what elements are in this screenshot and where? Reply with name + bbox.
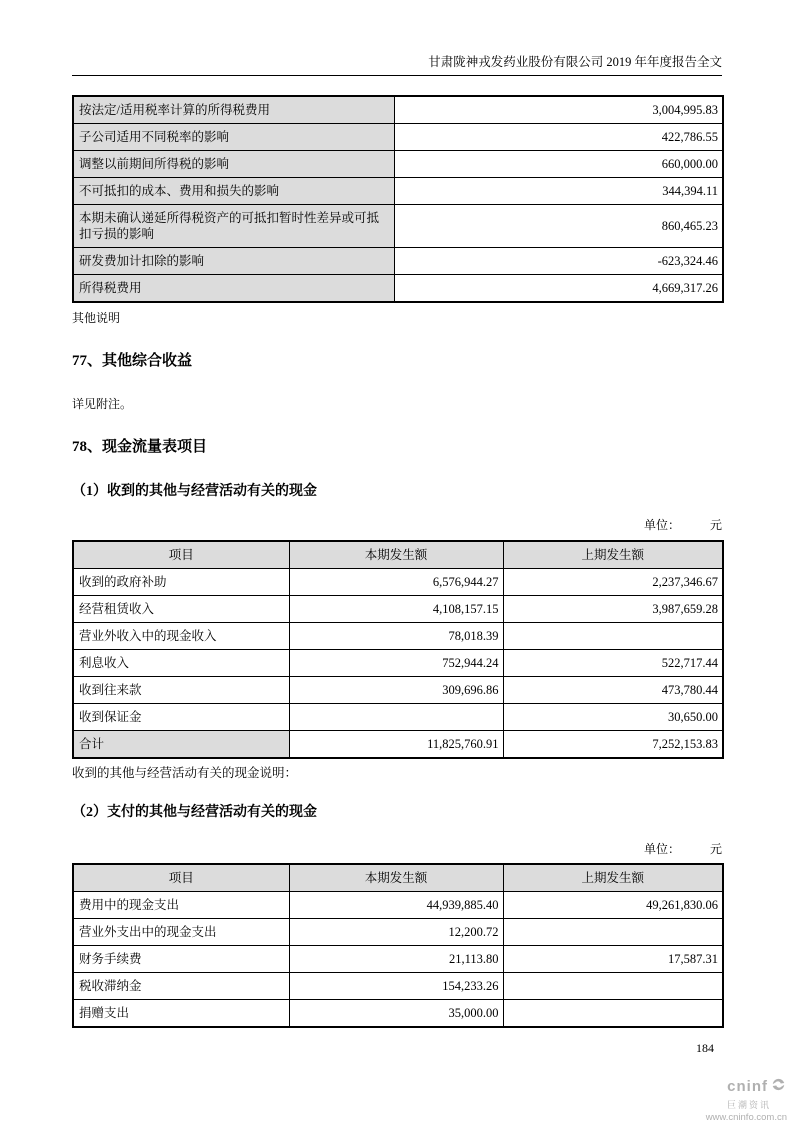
section-77-body: 详见附注。	[72, 397, 133, 411]
document-header-title: 甘肃陇神戎发药业股份有限公司 2019 年年度报告全文	[72, 54, 722, 76]
cninfo-pinwheel-icon	[770, 1076, 787, 1097]
column-header: 项目	[73, 864, 289, 892]
other-note-label: 其他说明	[72, 311, 121, 325]
row-prior-value	[503, 973, 723, 1000]
row-current-value: 752,944.24	[289, 650, 503, 677]
row-current-value: 21,113.80	[289, 946, 503, 973]
received-cash-table	[72, 540, 724, 759]
page-content	[72, 0, 722, 1028]
row-current-value: 12,200.72	[289, 919, 503, 946]
table-row	[73, 892, 723, 919]
row-label: 收到保证金	[73, 704, 289, 731]
table-row	[73, 248, 723, 275]
row-label: 营业外收入中的现金收入	[73, 623, 289, 650]
row-value: 4,669,317.26	[394, 275, 723, 303]
cninfo-logo-url: www.cninfo.com.cn	[705, 1112, 787, 1122]
table-row	[73, 677, 723, 704]
row-value: 344,394.11	[394, 178, 723, 205]
row-label: 所得税费用	[73, 275, 394, 303]
table-row	[73, 151, 723, 178]
row-prior-value: 17,587.31	[503, 946, 723, 973]
row-prior-value: 473,780.44	[503, 677, 723, 704]
column-header: 上期发生额	[503, 541, 723, 569]
table-row	[73, 946, 723, 973]
row-prior-value	[503, 919, 723, 946]
column-header: 本期发生额	[289, 541, 503, 569]
table-row	[73, 623, 723, 650]
cninfo-logo-wordmark	[706, 1076, 787, 1097]
table-total-row	[73, 731, 723, 759]
unit-label: 单位：	[643, 842, 680, 856]
table-row	[73, 596, 723, 623]
table-row	[73, 124, 723, 151]
table-row	[73, 973, 723, 1000]
row-current-value: 78,018.39	[289, 623, 503, 650]
table-row	[73, 275, 723, 303]
income-tax-table	[72, 95, 724, 303]
row-prior-value: 30,650.00	[503, 704, 723, 731]
row-label: 费用中的现金支出	[73, 892, 289, 919]
table-row	[73, 96, 723, 124]
row-label: 本期未确认递延所得税资产的可抵扣暂时性差异或可抵扣亏损的影响	[73, 205, 394, 248]
unit-value: 元	[709, 842, 722, 856]
row-label: 研发费加计扣除的影响	[73, 248, 394, 275]
row-prior-value: 522,717.44	[503, 650, 723, 677]
table-row	[73, 1000, 723, 1028]
cninfo-logo	[706, 1076, 787, 1122]
subsection-2-title: （2）支付的其他与经营活动有关的现金	[72, 805, 317, 820]
row-label: 不可抵扣的成本、费用和损失的影响	[73, 178, 394, 205]
row-current-value: 4,108,157.15	[289, 596, 503, 623]
row-current-value: 309,696.86	[289, 677, 503, 704]
unit-label: 单位：	[643, 518, 680, 532]
table-header-row	[73, 864, 723, 892]
row-label: 税收滞纳金	[73, 973, 289, 1000]
row-label: 利息收入	[73, 650, 289, 677]
row-current-value: 44,939,885.40	[289, 892, 503, 919]
row-current-value: 154,233.26	[289, 973, 503, 1000]
row-label: 收到往来款	[73, 677, 289, 704]
cninfo-logo-chinese-name: 巨潮资讯	[726, 1100, 771, 1110]
paid-cash-table	[72, 863, 724, 1028]
row-prior-value: 3,987,659.28	[503, 596, 723, 623]
row-value: -623,324.46	[394, 248, 723, 275]
row-value: 860,465.23	[394, 205, 723, 248]
column-header: 项目	[73, 541, 289, 569]
table-header-row	[73, 541, 723, 569]
row-label: 子公司适用不同税率的影响	[73, 124, 394, 151]
row-current-value: 35,000.00	[289, 1000, 503, 1028]
total-row-label: 合计	[73, 731, 289, 759]
table-row	[73, 704, 723, 731]
unit-value: 元	[709, 518, 722, 532]
table-row	[73, 205, 723, 248]
row-prior-value	[503, 623, 723, 650]
row-current-value: 6,576,944.27	[289, 569, 503, 596]
column-header: 上期发生额	[503, 864, 723, 892]
row-value: 3,004,995.83	[394, 96, 723, 124]
section-78-title: 78、现金流量表项目	[72, 439, 208, 455]
unit-line	[72, 518, 722, 533]
row-prior-value: 49,261,830.06	[503, 892, 723, 919]
row-current-value	[289, 704, 503, 731]
column-header: 本期发生额	[289, 864, 503, 892]
row-label: 调整以前期间所得税的影响	[73, 151, 394, 178]
section-77-title: 77、其他综合收益	[72, 353, 193, 369]
row-label: 财务手续费	[73, 946, 289, 973]
row-label: 捐赠支出	[73, 1000, 289, 1028]
row-label: 按法定/适用税率计算的所得税费用	[73, 96, 394, 124]
cninfo-logo-text: cninf	[727, 1078, 768, 1095]
row-prior-value	[503, 1000, 723, 1028]
row-value: 660,000.00	[394, 151, 723, 178]
subsection-1-title: （1）收到的其他与经营活动有关的现金	[72, 484, 317, 499]
unit-line	[72, 842, 722, 857]
total-row-prior-value: 7,252,153.83	[503, 731, 723, 759]
table-row	[73, 178, 723, 205]
row-value: 422,786.55	[394, 124, 723, 151]
received-cash-note: 收到的其他与经营活动有关的现金说明：	[72, 766, 298, 780]
table-row	[73, 919, 723, 946]
table-row	[73, 650, 723, 677]
row-label: 收到的政府补助	[73, 569, 289, 596]
row-prior-value: 2,237,346.67	[503, 569, 723, 596]
table-row	[73, 569, 723, 596]
row-label: 营业外支出中的现金支出	[73, 919, 289, 946]
page-number: 184	[696, 1041, 714, 1055]
total-row-current-value: 11,825,760.91	[289, 731, 503, 759]
row-label: 经营租赁收入	[73, 596, 289, 623]
